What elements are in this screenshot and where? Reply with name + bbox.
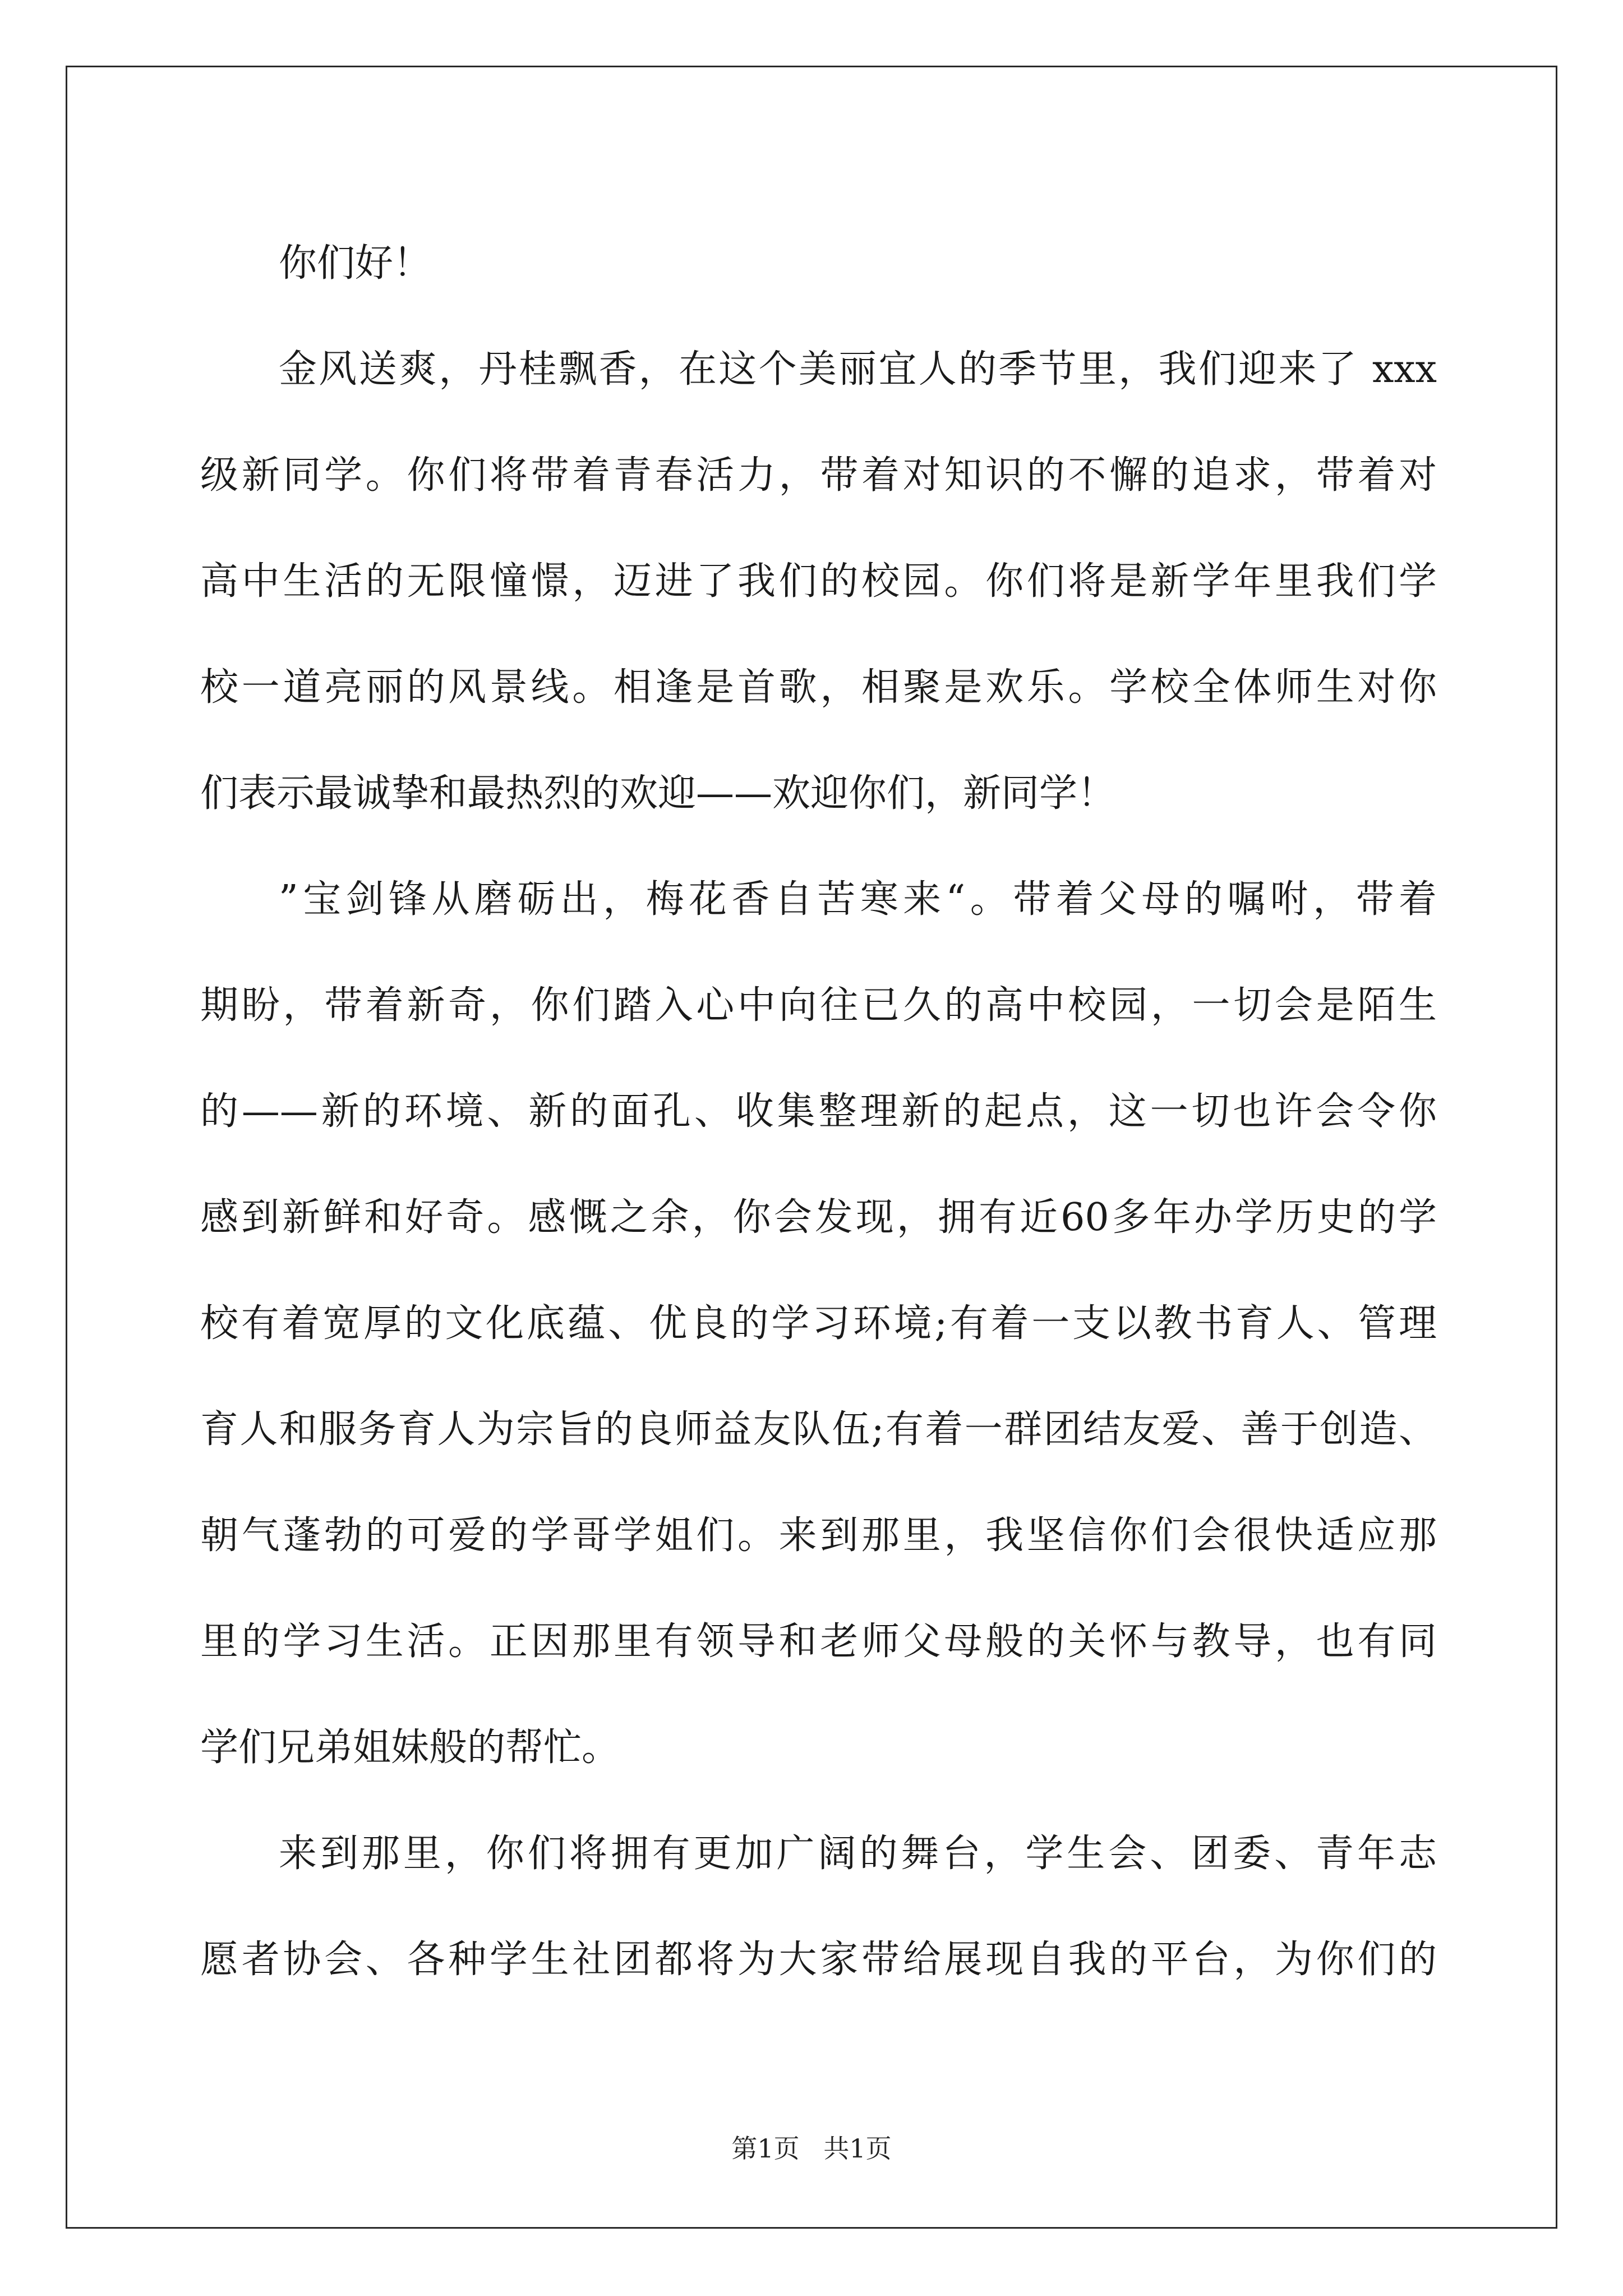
text-line: 校有着宽厚的文化底蕴、优良的学习环境;有着一支以教书育人、管理 (200, 1301, 1437, 1346)
text-line: 高中生活的无限憧憬，迈进了我们的校园。你们将是新学年里我们学 (200, 559, 1437, 604)
text-line: 里的学习生活。正因那里有领导和老师父母般的关怀与教导，也有同 (200, 1619, 1437, 1664)
text-line: 学们兄弟姐妹般的帮忙。 (200, 1726, 620, 1770)
document-body (200, 210, 1437, 2013)
text-line: 校一道亮丽的风景线。相逢是首歌，相聚是欢乐。学校全体师生对你 (200, 665, 1437, 710)
text-line: 感到新鲜和好奇。感慨之余，你会发现，拥有近60多年办学历史的学 (200, 1195, 1437, 1240)
text-line: 朝气蓬勃的可爱的学哥学姐们。来到那里，我坚信你们会很快适应那 (200, 1513, 1437, 1558)
text-line: 育人和服务育人为宗旨的良师益友队伍;有着一群团结友爱、善于创造、 (200, 1407, 1437, 1452)
text-line: 的——新的环境、新的面孔、收集整理新的起点，这一切也许会令你 (200, 1089, 1437, 1134)
text-line: 你们好！ (279, 241, 432, 286)
page-total: 共1页 (823, 2133, 892, 2164)
text-line: 期盼，带着新奇，你们踏入心中向往已久的高中校园，一切会是陌生 (200, 983, 1437, 1028)
text-line: 级新同学。你们将带着青春活力，带着对知识的不懈的追求，带着对 (200, 453, 1437, 498)
text-line: 愿者协会、各种学生社团都将为大家带给展现自我的平台，为你们的 (200, 1938, 1437, 1982)
text-line: 们表示最诚挚和最热烈的欢迎——欢迎你们，新同学！ (200, 771, 1116, 816)
page-number: 第1页 (731, 2133, 800, 2164)
page-footer (0, 2132, 1623, 2165)
text-line: ”宝剑锋从磨砺出，梅花香自苦寒来“。带着父母的嘱咐，带着 (279, 877, 1437, 922)
text-line: 金风送爽，丹桂飘香，在这个美丽宜人的季节里，我们迎来了 xxx (279, 347, 1437, 392)
text-line: 来到那里，你们将拥有更加广阔的舞台，学生会、团委、青年志 (279, 1832, 1437, 1876)
